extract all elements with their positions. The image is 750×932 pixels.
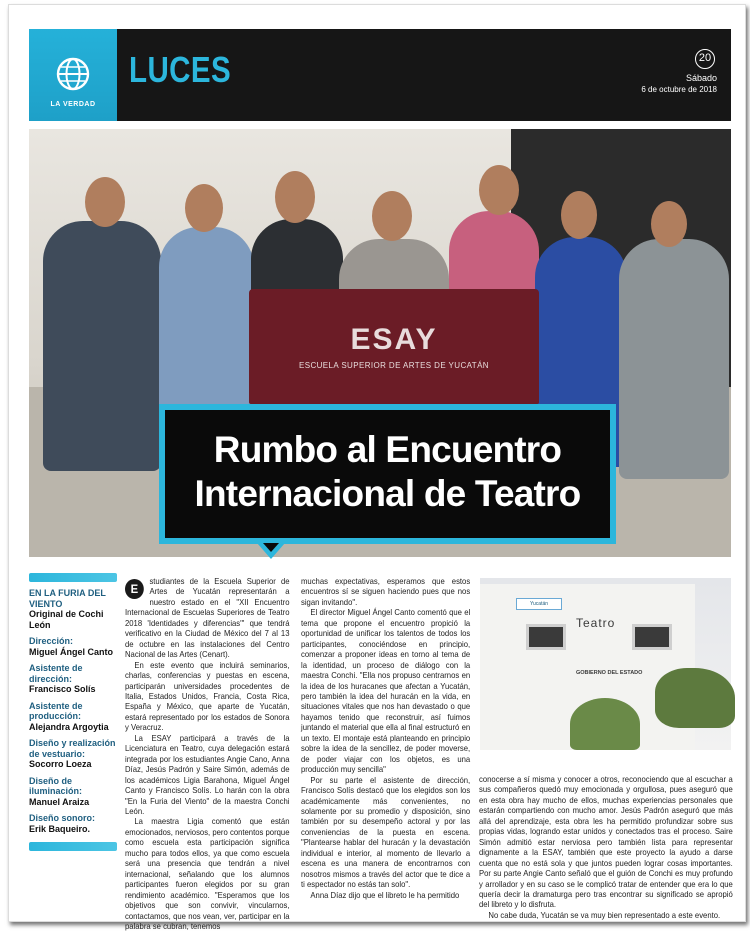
- article-paragraph: La ESAY participará a través de la Licenciatura en Teatro, cuya delegación estará integrada por los estudiantes Angie Cano, Anna Díaz, Jesús Padrón y Saire Simón, además de los académicos Ligia Barahona, Miguel Ángel Canto y Francisco Solís. Lo harán con la obra "En la Furia del Viento" de la maestra Conchi León.: [125, 733, 290, 816]
- newspaper-page: [8, 4, 746, 931]
- article-paragraph: conocerse a sí misma y conocer a otros, reconociendo que al escuchar a sus compañeros quedó muy emocionada y orgullosa, pues aseguró que en esta obra hay mucho de ellos, muchas experiencias personales que estarán compartiendo con mucho amor. Jesús Padrón aseguró que más allá del aprendizaje, esta obra les ha permitido profundizar sobre sus propias vidas, logrando estar unidos y conectados tras el proceso. Saire Simón admitió estar nerviosa pero también lista para representar dignamente a la ESAY, también que este proyecto la ayudo a darse cuenta que no está sola y que juntos pueden lograr cosas importantes. Por su parte Angie Canto señaló que el guión de Conchi es muy profundo y arrollador y en su caso se le complicó tratar de entender que era lo que quería decir la dramaturga pero tras encontrar su significado se apropió del libreto y lo disfruta.: [479, 775, 733, 910]
- theatre-building-photo: [480, 578, 731, 750]
- globe-icon: [56, 57, 90, 91]
- credit-role: Asistente de producción:: [29, 700, 83, 721]
- headline: [165, 428, 610, 516]
- section-title: LUCES: [129, 49, 232, 90]
- credit-role: Dirección:: [29, 636, 74, 646]
- issue-day: Sábado: [685, 73, 717, 83]
- building-window: [632, 624, 672, 650]
- building-window: [526, 624, 566, 650]
- credit-name: Alejandra Argoytia: [29, 721, 109, 732]
- issue-date: 6 de octubre de 2018: [641, 85, 717, 94]
- article-paragraph: Anna Díaz dijo que el libreto le ha permitido: [310, 890, 460, 900]
- credit-role: Diseño de iluminación:: [29, 775, 83, 796]
- article-paragraph: No cabe duda, Yucatán se va muy bien representado a este evento.: [488, 910, 721, 920]
- headline-line-1: Rumbo al Encuentro: [213, 429, 562, 470]
- building-sign-teatro: Teatro: [576, 616, 616, 630]
- article-paragraph: Por su parte el asistente de dirección, Francisco Solís destacó que los elegidos son los académicamente más convenientes, no solamente por su promedio y disposición, sino también por su desempeño actoral y por las conveniencias de la puesta en escena. "Plantearse hablar del huracán y la devastación individual e interior, al momento de llevarlo a escena es una manera de encontrarnos con nosotros mismos a través del actor que te dice a ti espectador no estás tan solo".: [301, 775, 471, 890]
- article-paragraph: muchas expectativas, esperamos que estos encuentros sí se siguen haciendo pues que nos sigan invitando".: [301, 577, 471, 607]
- draped-table: [249, 289, 539, 404]
- building-plant: [570, 698, 640, 750]
- article-column-1: [125, 577, 290, 932]
- credit-item: [29, 813, 117, 834]
- headline-line-2: Internacional de Teatro: [194, 473, 581, 514]
- article-column-2: [301, 577, 470, 901]
- person-figure: [619, 239, 729, 479]
- page-number: 20: [695, 49, 715, 69]
- headline-pointer-inner: [263, 543, 279, 552]
- credit-item: [29, 588, 117, 630]
- building-flag-sign: Yucatán: [516, 598, 562, 610]
- building-sign-gobierno: GOBIERNO DEL ESTADO: [576, 670, 643, 676]
- credit-item: [29, 701, 117, 733]
- credits-bottom-bar: [29, 842, 117, 851]
- person-head: [185, 184, 223, 232]
- credits-top-bar: [29, 573, 117, 582]
- drop-cap: E: [125, 579, 144, 599]
- esay-logo-subtitle: ESCUELA SUPERIOR DE ARTES DE YUCATÁN: [298, 361, 489, 370]
- article-paragraph: La maestra Ligia comentó que están emocionados, nerviosos, pero contentos porque como escuela esta participación significa mucho para todos ellos, ya que como escuela será una presencia que tendrán a nivel internacional, señalando que los alumnos participantes fueron elegidos por su gran rendimiento académico. "Esperamos que los objetivos que son convivir, vincularnos, contactamos, que nos vean, ver, participar en la palabra se cubran, tenemos: [125, 817, 290, 931]
- headline-box: [159, 404, 616, 544]
- credit-item: [29, 636, 117, 657]
- credit-role: Diseño y realización de vestuario:: [29, 738, 116, 759]
- building-tree: [655, 668, 735, 728]
- person-head: [275, 171, 315, 223]
- credit-item: [29, 776, 117, 808]
- credit-item: [29, 663, 117, 695]
- credit-role: EN LA FURIA DEL VIENTO: [29, 588, 106, 609]
- credit-name: Manuel Araiza: [29, 796, 90, 807]
- person-head: [479, 165, 519, 215]
- credit-name: Original de Cochi León: [29, 609, 104, 630]
- article-paragraph: studiantes de la Escuela Superior de Artes de Yucatán representarán a nuestro estado en el "XII Encuentro Internacional de Escuelas Superiores de Teatro 2018 'Identidades y diferencias'" que tendrá verificativo en la Ciudad de México del 7 al 13 de octubre en las instalaciones del Centro Nacional de las Artes (Cenart).: [125, 577, 290, 660]
- credit-name: Socorro Loeza: [29, 759, 92, 769]
- credits-sidebar: [29, 573, 117, 851]
- credit-role: Diseño sonoro:: [29, 813, 96, 823]
- person-head: [85, 177, 125, 227]
- credit-name: Francisco Solís: [29, 684, 96, 694]
- section-header: [29, 29, 731, 121]
- article-paragraph: En este evento que incluirá seminarios, charlas, conferencias y puestas en escena, participarán universidades procedentes de Italia, Estados Unidos, Francia, Costa Rica, España y México, que aparte de Yucatán, estará representado por los estados de Sonora y Veracruz.: [125, 660, 290, 733]
- article-column-3: [479, 775, 733, 921]
- credit-role: Asistente de dirección:: [29, 663, 83, 684]
- credit-name: Miguel Ángel Canto: [29, 646, 113, 657]
- person-figure: [43, 221, 161, 471]
- credit-item: [29, 738, 117, 770]
- article-paragraph: El director Miguel Ángel Canto comentó que el tema que propone el encuentro propició la oportunidad de unificar los talentos de todos los participantes, conociéndose en principio, comenzar a proponer ideas en torno al tema de la identidad, un proceso de diálogo con la maestra Conchi. "Ella nos propuso centrarnos en la idea de los huracanes que afectan a Yucatán, pero también la idea del huracán en la vida, en situaciones vitales que nos han devastado o que hayamos tenido que reconstruir, así fuimos juntando el material que ella al final estructuró en un texto. El montaje está planteando en principio sobre la idea de la sencillez, de poder moverse, de poder viajar con los objetos, es una producción muy sencilla": [301, 608, 471, 775]
- brand-logo: [29, 29, 117, 121]
- esay-logo: ESAY: [350, 323, 438, 356]
- person-head: [561, 191, 597, 239]
- credit-name: Erik Baqueiro.: [29, 823, 91, 834]
- person-head: [651, 201, 687, 247]
- person-head: [372, 191, 412, 241]
- brand-name: LA VERDAD: [50, 101, 96, 108]
